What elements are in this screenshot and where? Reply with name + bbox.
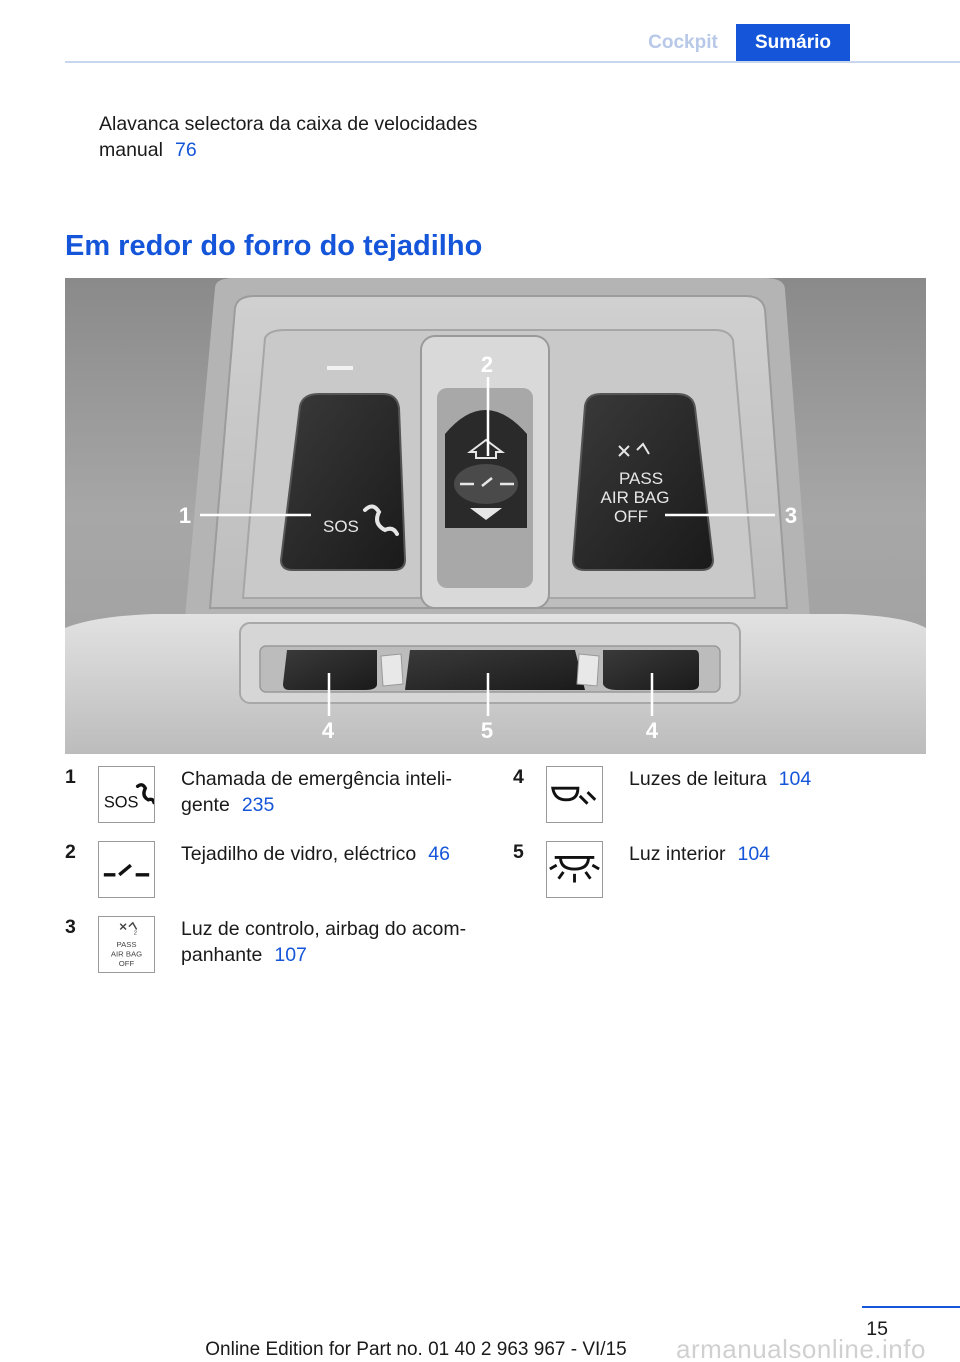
callout-2: 2 bbox=[480, 352, 494, 377]
interior-light-icon bbox=[546, 841, 603, 898]
callout-4-left: 4 bbox=[321, 718, 335, 743]
tab-sumario[interactable]: Sumário bbox=[736, 24, 850, 62]
legend-number: 2 bbox=[65, 841, 76, 863]
header-divider bbox=[65, 61, 960, 63]
callout-3: 3 bbox=[784, 503, 798, 528]
edition-text: Online Edition for Part no. 01 40 2 963 967 - VI/15 bbox=[205, 1339, 627, 1360]
passenger-airbag-off-icon bbox=[98, 916, 155, 973]
legend-text bbox=[629, 766, 929, 792]
off-label: OFF bbox=[614, 507, 648, 526]
legend-number: 3 bbox=[65, 916, 76, 938]
watermark: armanualsonline.info bbox=[676, 1334, 926, 1362]
callout-5: 5 bbox=[480, 718, 494, 743]
legend-item-5 bbox=[513, 841, 933, 901]
legend-label: Tejadilho de vidro, eléctrico bbox=[181, 843, 417, 865]
callout-1: 1 bbox=[178, 503, 192, 528]
legend-label: Luz de controlo, airbag do acompanhante bbox=[181, 918, 467, 966]
legend-page-link[interactable]: 46 bbox=[428, 843, 450, 865]
intro-text: Alavanca selectora da caixa de velocidades manual bbox=[99, 113, 478, 161]
intro-page-link[interactable]: 76 bbox=[174, 139, 197, 161]
svg-text:SOS: SOS bbox=[103, 793, 139, 812]
legend-page-link[interactable]: 107 bbox=[274, 944, 307, 966]
legend-page-link[interactable]: 104 bbox=[778, 768, 812, 790]
overhead-console-photo bbox=[65, 278, 926, 754]
sos-call-icon bbox=[98, 766, 155, 823]
sos-button-label: SOS bbox=[323, 517, 359, 536]
legend-label: Chamada de emergência inteligente bbox=[181, 768, 452, 816]
sunroof-icon bbox=[98, 841, 155, 898]
legend-page-link[interactable]: 235 bbox=[241, 794, 275, 816]
pass-label: PASS bbox=[618, 469, 664, 488]
legend-item-1 bbox=[65, 766, 485, 826]
header-tabs bbox=[630, 24, 850, 62]
airbag-label: AIR BAG bbox=[600, 488, 670, 507]
section-title: Em redor do forro do tejadilho bbox=[65, 230, 483, 262]
legend-item-3 bbox=[65, 916, 485, 976]
legend-text bbox=[629, 841, 929, 867]
legend-page-link[interactable]: 104 bbox=[737, 843, 771, 865]
legend-item-4 bbox=[513, 766, 933, 826]
callout-4-right: 4 bbox=[645, 718, 659, 743]
reading-light-icon bbox=[546, 766, 603, 823]
legend-item-2 bbox=[65, 841, 485, 901]
intro-entry bbox=[99, 111, 499, 163]
edition-line bbox=[0, 1339, 960, 1361]
svg-text:OFF: OFF bbox=[118, 959, 135, 969]
svg-text:2: 2 bbox=[133, 930, 137, 937]
legend-text bbox=[181, 766, 481, 818]
legend-text bbox=[181, 916, 481, 968]
tab-cockpit[interactable]: Cockpit bbox=[630, 24, 736, 62]
svg-text:PASS: PASS bbox=[116, 939, 137, 949]
legend-text bbox=[181, 841, 481, 867]
legend-number: 1 bbox=[65, 766, 76, 788]
legend-number: 4 bbox=[513, 766, 524, 788]
svg-text:AIR BAG: AIR BAG bbox=[110, 949, 143, 959]
footer-divider bbox=[862, 1306, 960, 1308]
page-number: 15 bbox=[866, 1318, 888, 1340]
legend-label: Luz interior bbox=[629, 843, 726, 865]
legend-number: 5 bbox=[513, 841, 524, 863]
legend-label: Luzes de leitura bbox=[629, 768, 767, 790]
